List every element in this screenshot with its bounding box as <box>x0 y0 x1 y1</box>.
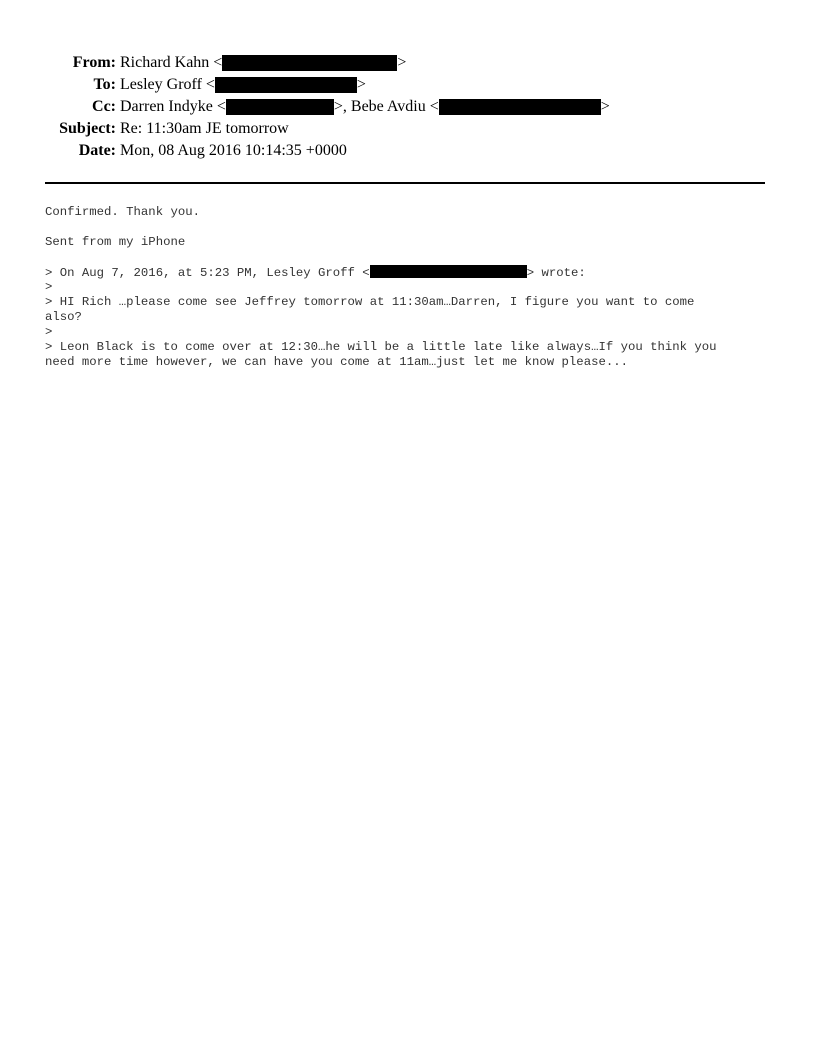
cc-name-1: Darren Indyke < <box>120 98 226 115</box>
quote-line: also? <box>45 310 82 324</box>
redacted-cc-email-2 <box>439 99 601 115</box>
cc-close-bracket: > <box>600 98 610 115</box>
quote-blank-line: > <box>45 280 53 294</box>
to-close-bracket: > <box>356 76 366 93</box>
quote-intro <box>45 265 770 280</box>
from-name: Richard Kahn < <box>120 54 223 71</box>
email-body <box>45 205 770 370</box>
to-name: Lesley Groff < <box>120 76 215 93</box>
subject-row <box>0 118 610 140</box>
header-divider <box>45 182 765 184</box>
quote-intro-post: > wrote: <box>526 266 586 280</box>
quote-blank-line: > <box>45 325 53 339</box>
subject-value: Re: 11:30am JE tomorrow <box>120 120 289 137</box>
body-line-confirmed: Confirmed. Thank you. <box>45 205 200 219</box>
email-header <box>0 52 610 162</box>
cc-row <box>0 96 610 118</box>
cc-value <box>120 96 610 118</box>
from-close-bracket: > <box>397 54 407 71</box>
to-row <box>0 74 610 96</box>
redacted-from-email <box>222 55 397 71</box>
cc-label: Cc: <box>92 98 116 115</box>
blank-line <box>45 220 770 235</box>
redacted-to-email <box>215 77 357 93</box>
subject-label: Subject: <box>59 120 116 137</box>
redacted-cc-email-1 <box>226 99 334 115</box>
date-row <box>0 140 610 162</box>
date-value: Mon, 08 Aug 2016 10:14:35 +0000 <box>120 142 347 159</box>
to-value <box>120 74 366 96</box>
body-line-signature: Sent from my iPhone <box>45 235 186 249</box>
from-label: From: <box>72 54 116 71</box>
from-value <box>120 52 406 74</box>
quote-line: > Leon Black is to come over at 12:30…he will be a little late like always…If you think you <box>45 340 717 354</box>
quote-intro-pre: > On Aug 7, 2016, at 5:23 PM, Lesley Groff < <box>45 266 370 280</box>
to-label: To: <box>93 76 116 93</box>
quote-line: need more time however, we can have you come at 11am…just let me know please... <box>45 355 628 369</box>
date-label: Date: <box>78 142 116 159</box>
quote-line: > HI Rich …please come see Jeffrey tomorrow at 11:30am…Darren, I figure you want to come <box>45 295 695 309</box>
from-row <box>0 52 610 74</box>
blank-line <box>45 250 770 265</box>
redacted-quote-email <box>370 265 527 278</box>
cc-separator: >, Bebe Avdiu < <box>333 98 439 115</box>
